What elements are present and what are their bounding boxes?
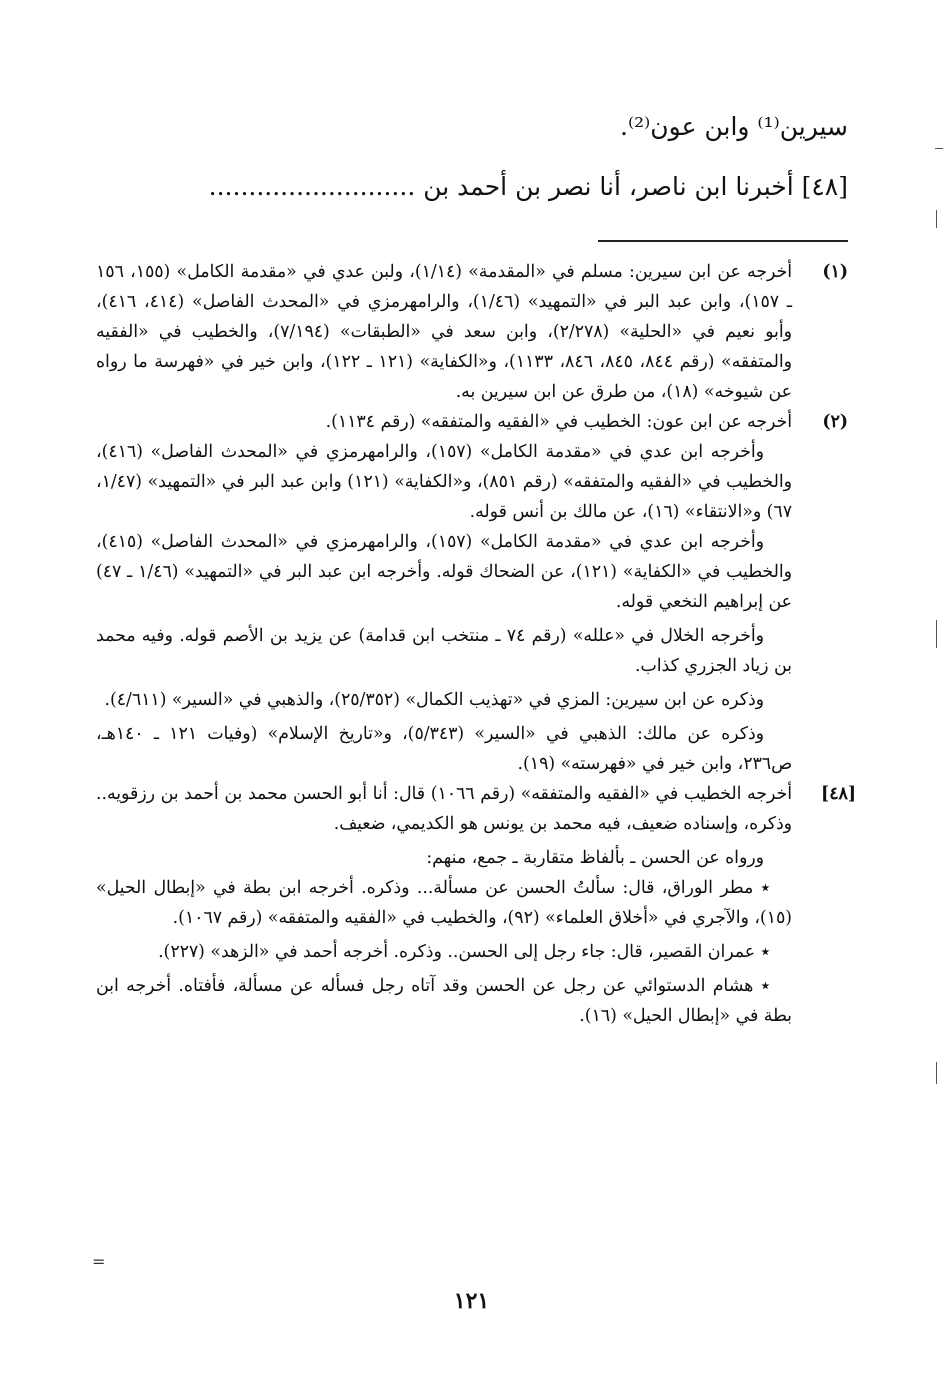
footnote-paragraph: وأخرجه ابن عدي في «مقدمة الكامل» (١٥٧)، والرامهرمزي في «المحدث الفاصل» (٤١٦)، والخطيب في «الفقيه والمتفقه» (رقم ٨٥١)، و«الكفاية» (١٢١) وابن عبد البر في «التمهيد» (١/٤٧، ٦٧) و«الانتقاء» (١٦)، عن مالك بن أنس قوله. — [96, 442, 792, 522]
footnote-48 — [96, 779, 856, 1031]
footnotes-section — [96, 257, 856, 1031]
footnote-list-item: ٭ مطر الوراق، قال: سألتُ الحسن عن مسألة... وذكره. أخرجه ابن بطة في «إبطال الحيل» (١٥)، والآجري في «أخلاق العلماء» (٩٢)، والخطيب في «الفقيه والمتفقه» (رقم ١٠٦٧). — [96, 878, 792, 928]
footnote-separator — [598, 240, 848, 242]
footnote-2 — [96, 407, 848, 779]
footnote-number: (١) — [822, 262, 848, 282]
footnote-paragraph: أخرجه عن ابن عون: الخطيب في «الفقيه والمتفقه» (رقم ١١٣٤). — [325, 412, 792, 432]
margin-mark: = — [92, 1252, 106, 1271]
edge-mark — [936, 620, 937, 648]
edge-mark — [935, 148, 943, 149]
footnote-text: أخرجه عن ابن سيرين: مسلم في «المقدمة» (١/١٤)، ولبن عدي في «مقدمة الكامل» (١٥٥، ١٥٦ ـ ١٥٧)، وابن عبد البر في «التمهيد» (١/٤٦)، والرامهرمزي في «المحدث الفاصل» (٤١٤، ٤١٦)، وأبو نعيم في «الحلية» (٢/٢٧٨)، وابن سعد في «الطبقات» (٧/١٩٤)، والخطيب في «الفقيه والمتفقه» (رقم ٨٤٤، ٨٤٥، ٨٤٦، ١١٣٣)، و«الكفاية» (١٢١ ـ ١٢٢)، وابن خير في «فهرسة ما رواه عن شيوخه» (١٨)، من طرق عن ابن سيرين به. — [96, 262, 792, 402]
footnote-paragraph: وذكره عن مالك: الذهبي في «السير» (٥/٣٤٣)، و«تاريخ الإسلام» (وفيات ١٢١ ـ ١٤٠هـ، ص٢٣٦، وابن خير في «فهرسته» (١٩). — [96, 724, 792, 774]
footnote-paragraph: وأخرجه ابن عدي في «مقدمة الكامل» (١٥٧)، والرامهرمزي في «المحدث الفاصل» (٤١٥)، والخطيب في «الكفاية» (١٢١)، عن الضحاك قوله. وأخرجه ابن عبد البر في «التمهيد» (١/٤٦ ـ ٤٧) عن إبراهيم النخعي قوله. — [96, 532, 792, 612]
page-number: ١٢١ — [453, 1288, 490, 1314]
footnote-paragraph: وذكره عن ابن سيرين: المزي في «تهذيب الكمال» (٢٥/٣٥٢)، والذهبي في «السير» (٤/٦١١). — [104, 690, 764, 710]
footnote-paragraph: ورواه عن الحسن ـ بألفاظ متقاربة ـ جمع، منهم: — [426, 848, 764, 868]
footnote-list-item: ٭ هشام الدستوائي عن رجل عن الحسن وقد آتاه رجل فسأله عن مسألة، فأفتاه. أخرجه ابن بطة في «إبطال الحيل» (١٦). — [96, 976, 792, 1026]
footnote-paragraph: وأخرجه الخلال في «علله» (رقم ٧٤ ـ منتخب ابن قدامة) عن يزيد بن الأصم قوله. وفيه محمد بن زياد الجزري كذاب. — [96, 626, 792, 676]
edge-mark — [936, 1062, 937, 1084]
footnote-1 — [96, 257, 848, 407]
main-text-line-1: سيرين⁽¹⁾ وابن عون⁽²⁾. — [620, 112, 848, 141]
footnote-list-item: ٭ عمران القصير، قال: جاء رجل إلى الحسن.. وذكره. أخرجه أحمد في «الزهد» (٢٢٧). — [158, 942, 770, 962]
footnote-number: (٢) — [822, 412, 848, 432]
footnote-number: [٤٨] — [821, 784, 856, 804]
main-text-line-2: [٤٨] أخبرنا ابن ناصر، أنا نصر بن أحمد بن .......................... — [208, 172, 848, 201]
footnote-paragraph: أخرجه الخطيب في «الفقيه والمتفقه» (رقم ١٠٦٦) قال: أنا أبو الحسن محمد بن أحمد بن رزقويه.. وذكره، وإسناده ضعيف، فيه محمد بن يونس هو الكديمي، ضعيف. — [96, 784, 792, 834]
edge-mark — [936, 210, 937, 228]
